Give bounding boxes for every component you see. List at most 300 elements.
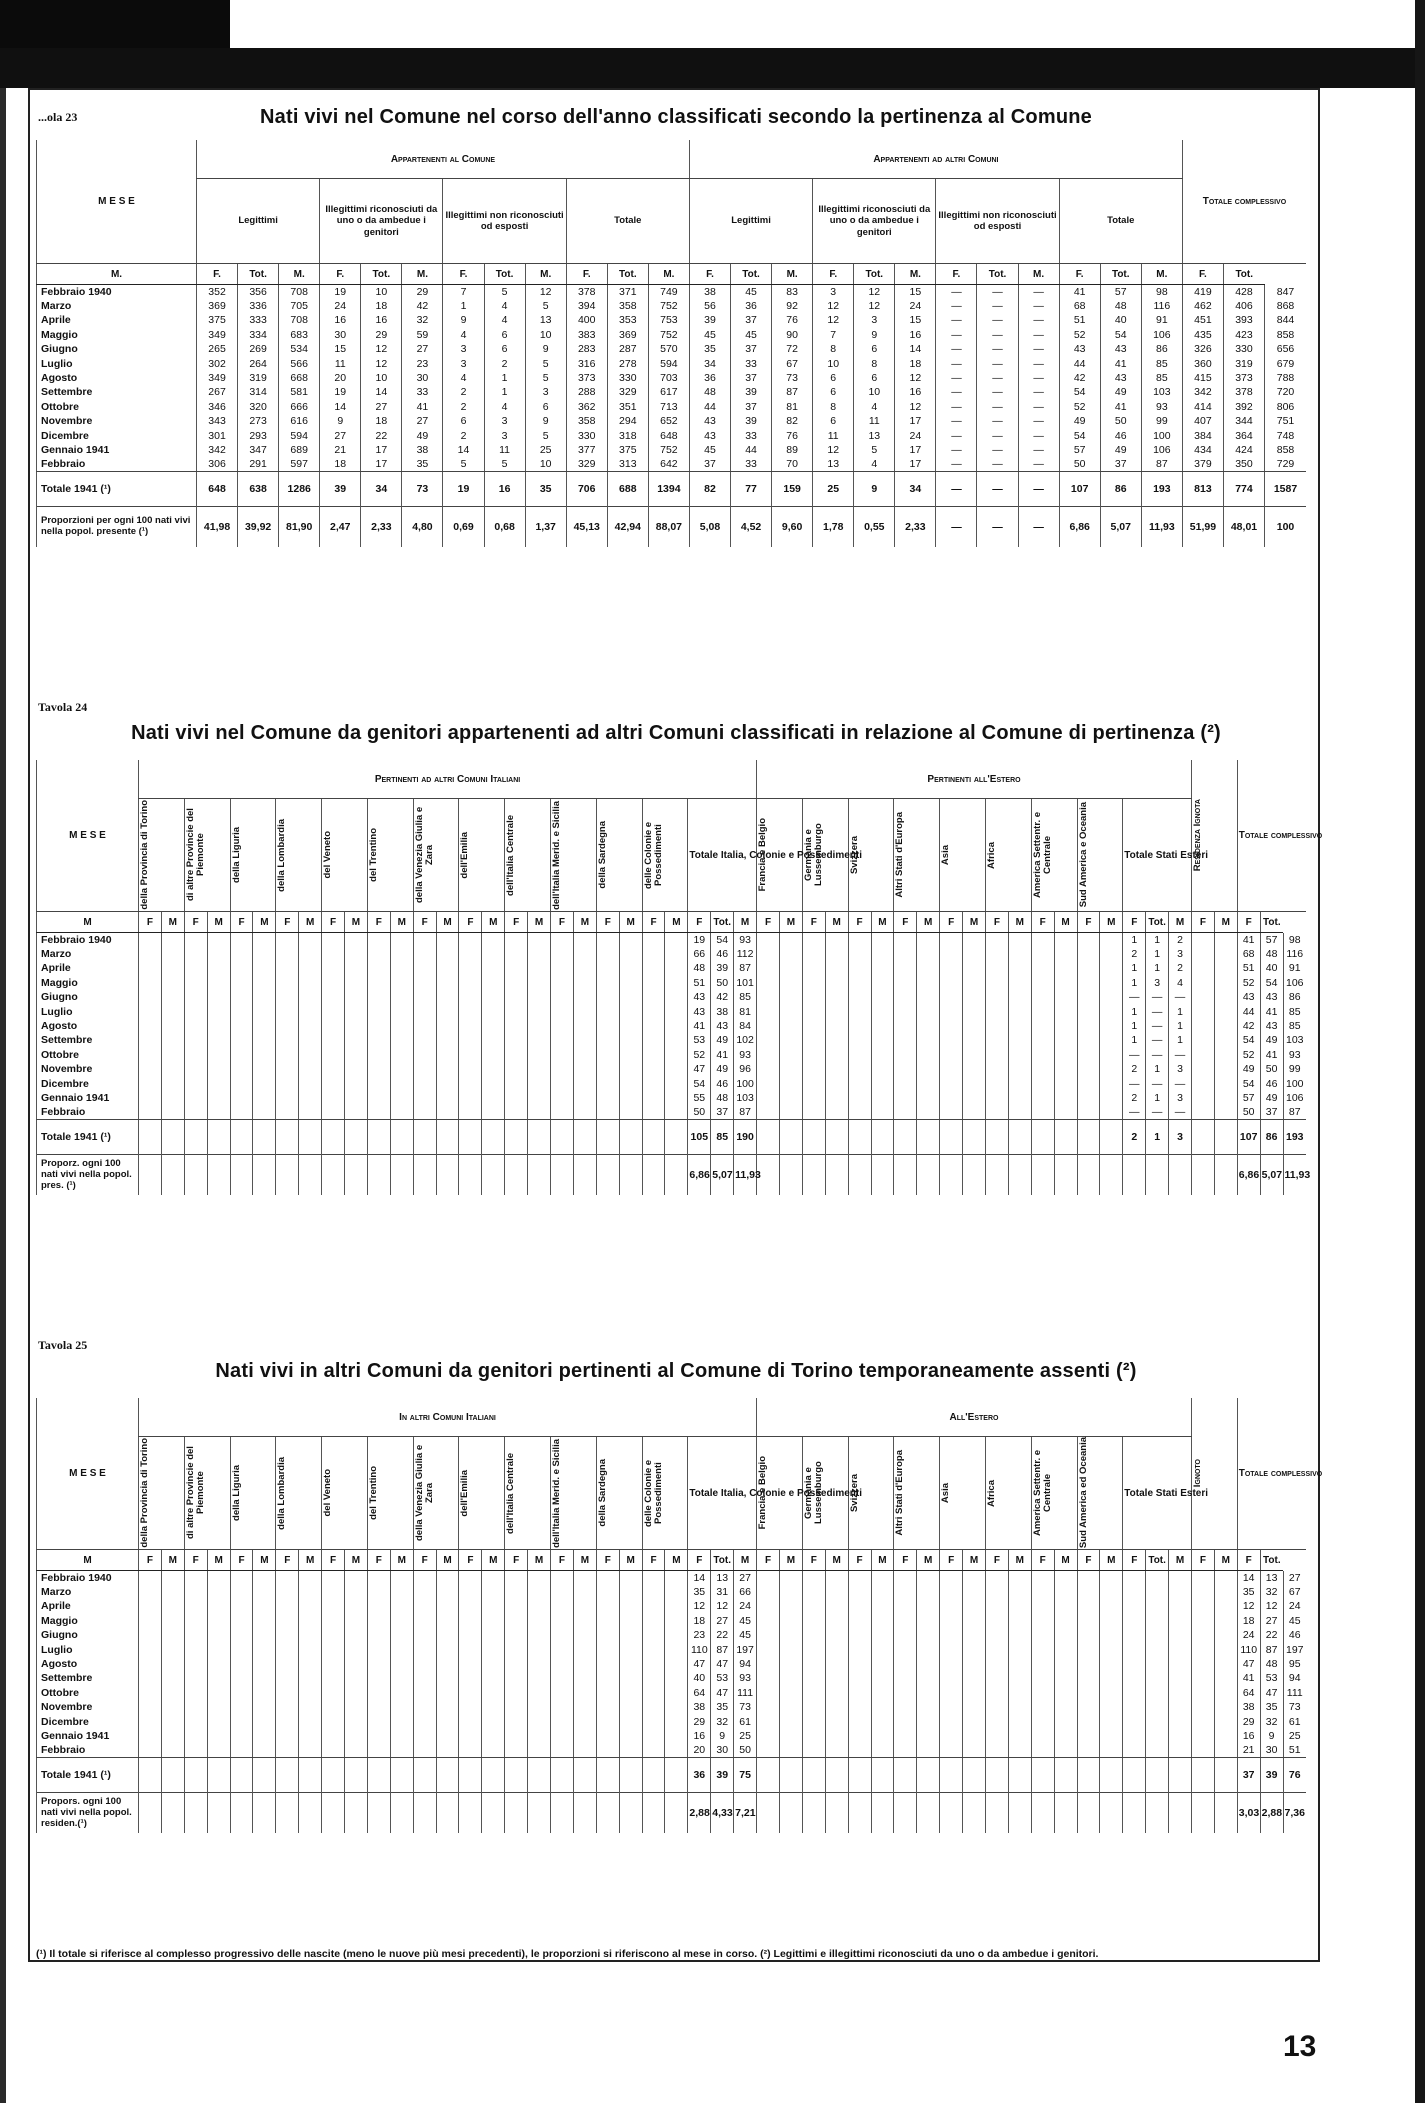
column-header-text: della Sardegna [596, 1459, 608, 1527]
empty-cell [779, 1714, 802, 1728]
data-cell: — [1018, 400, 1059, 414]
mf-header: M [1100, 912, 1123, 933]
data-cell: 648 [197, 472, 238, 507]
proportion-label: Proporz. ogni 100 nati vivi nella popol. pres. (¹) [37, 1155, 139, 1196]
empty-cell [1008, 1062, 1031, 1076]
empty-cell [642, 933, 665, 947]
empty-cell [1031, 1048, 1054, 1062]
empty-cell [459, 1048, 482, 1062]
empty-cell [596, 1004, 619, 1018]
month-label: Agosto [37, 1019, 139, 1033]
data-cell: 316 [566, 356, 607, 370]
empty-cell [596, 1758, 619, 1793]
data-cell: 373 [1223, 371, 1264, 385]
empty-cell [573, 1714, 596, 1728]
data-cell: 5 [525, 299, 566, 313]
data-cell: 9 [854, 328, 895, 342]
empty-cell [390, 976, 413, 990]
empty-cell [551, 1019, 574, 1033]
data-cell: 21 [320, 443, 361, 457]
empty-cell [482, 1062, 505, 1076]
empty-cell [299, 1599, 322, 1613]
empty-cell [1077, 1599, 1100, 1613]
page-number: 13 [1283, 2030, 1317, 2063]
empty-cell [1214, 1076, 1237, 1090]
empty-cell [848, 1642, 871, 1656]
empty-cell [459, 1758, 482, 1793]
empty-cell [367, 1076, 390, 1090]
empty-cell [1100, 1657, 1123, 1671]
empty-cell [940, 933, 963, 947]
empty-cell [528, 1048, 551, 1062]
mf-header: F [139, 912, 162, 933]
data-cell: 12 [361, 342, 402, 356]
data-cell: 19 [443, 472, 484, 507]
mf-header: M [482, 1550, 505, 1571]
empty-cell [642, 1091, 665, 1105]
empty-cell [528, 1729, 551, 1743]
empty-cell [367, 1657, 390, 1671]
empty-cell [1031, 1700, 1054, 1714]
mf-header: M. [525, 264, 566, 285]
mf-header: M [573, 1550, 596, 1571]
data-cell: 193 [1283, 1120, 1306, 1155]
data-cell: 13 [711, 1571, 734, 1585]
month-label: Aprile [37, 1599, 139, 1613]
data-cell: 39 [1260, 1758, 1283, 1793]
data-cell: 3 [1169, 1062, 1192, 1076]
empty-cell [871, 1599, 894, 1613]
empty-cell [963, 1048, 986, 1062]
empty-cell [367, 1105, 390, 1119]
empty-cell [1008, 1019, 1031, 1033]
column-header [367, 1437, 413, 1550]
data-cell: 27 [1260, 1614, 1283, 1628]
mf-header: F [184, 912, 207, 933]
empty-cell [1077, 1033, 1100, 1047]
empty-cell [619, 1743, 642, 1757]
data-cell: 70 [772, 457, 813, 471]
empty-cell [871, 1758, 894, 1793]
empty-cell [528, 1004, 551, 1018]
empty-cell [573, 1120, 596, 1155]
column-header [1031, 1437, 1077, 1550]
empty-cell [940, 1076, 963, 1090]
data-cell: 334 [238, 328, 279, 342]
mf-header: F [367, 1550, 390, 1571]
empty-cell [757, 1048, 780, 1062]
empty-cell [299, 1793, 322, 1834]
empty-cell [253, 947, 276, 961]
month-label: Ottobre [37, 1686, 139, 1700]
column-header [413, 799, 459, 912]
group-header: Totale complessivo [1237, 760, 1306, 912]
mf-header: Tot. [361, 264, 402, 285]
data-cell: 5 [525, 428, 566, 442]
empty-cell [757, 1033, 780, 1047]
data-cell: 49 [402, 428, 443, 442]
empty-cell [184, 1793, 207, 1834]
empty-cell [573, 1105, 596, 1119]
empty-cell [642, 1657, 665, 1671]
mf-header: F. [566, 264, 607, 285]
empty-cell [1077, 990, 1100, 1004]
empty-cell [963, 961, 986, 975]
mf-header: F [802, 912, 825, 933]
data-cell: 6,86 [1059, 507, 1100, 548]
empty-cell [436, 1671, 459, 1685]
data-cell: 3 [813, 285, 854, 299]
data-cell: 594 [279, 428, 320, 442]
empty-cell [871, 1120, 894, 1155]
data-cell: — [1169, 990, 1192, 1004]
mf-header: F. [320, 264, 361, 285]
data-cell: 597 [279, 457, 320, 471]
empty-cell [276, 1686, 299, 1700]
group-header: All'Estero [757, 1398, 1192, 1437]
empty-cell [1191, 933, 1214, 947]
empty-cell [1031, 1686, 1054, 1700]
data-cell: 12 [895, 400, 936, 414]
empty-cell [253, 1004, 276, 1018]
empty-cell [573, 1729, 596, 1743]
data-cell: 43 [688, 990, 711, 1004]
empty-cell [413, 1019, 436, 1033]
empty-cell [161, 1758, 184, 1793]
empty-cell [871, 933, 894, 947]
column-header: Totale Italia, Colonie e Possedimenti [688, 799, 757, 912]
data-cell: 57 [1237, 1091, 1260, 1105]
empty-cell [825, 1599, 848, 1613]
empty-cell [963, 990, 986, 1004]
empty-cell [161, 1599, 184, 1613]
data-cell: 5 [854, 443, 895, 457]
data-cell: 91 [1141, 313, 1182, 327]
empty-cell [1214, 1614, 1237, 1628]
data-cell: 858 [1265, 328, 1306, 342]
mf-header: M [1214, 1550, 1237, 1571]
empty-cell [299, 1628, 322, 1642]
data-cell: 9 [711, 1729, 734, 1743]
empty-cell [207, 1004, 230, 1018]
empty-cell [665, 1714, 688, 1728]
data-cell: 42 [1237, 1019, 1260, 1033]
empty-cell [322, 1091, 345, 1105]
data-cell: 336 [238, 299, 279, 313]
empty-cell [528, 1686, 551, 1700]
data-cell: 116 [1283, 947, 1306, 961]
group-header: Ignoto [1191, 1398, 1237, 1550]
data-cell: 2,33 [895, 507, 936, 548]
data-cell: 17 [895, 457, 936, 471]
empty-cell [367, 990, 390, 1004]
empty-cell [940, 1155, 963, 1196]
empty-cell [825, 976, 848, 990]
empty-cell [757, 1793, 780, 1834]
empty-cell [528, 1019, 551, 1033]
empty-cell [161, 1585, 184, 1599]
month-header: M E S E [37, 140, 197, 264]
empty-cell [139, 1105, 162, 1119]
column-header [367, 799, 413, 912]
mf-header: M [253, 912, 276, 933]
data-cell: 66 [688, 947, 711, 961]
data-cell: 41 [1260, 1004, 1283, 1018]
empty-cell [230, 1758, 253, 1793]
empty-cell [894, 1686, 917, 1700]
data-cell: 100 [1141, 428, 1182, 442]
empty-cell [367, 947, 390, 961]
empty-cell [459, 976, 482, 990]
empty-cell [390, 1120, 413, 1155]
empty-cell [459, 1091, 482, 1105]
data-cell: 352 [197, 285, 238, 299]
data-cell: 48 [711, 1091, 734, 1105]
data-cell: 36 [688, 1758, 711, 1793]
data-cell: 40 [1100, 313, 1141, 327]
empty-cell [848, 1062, 871, 1076]
empty-cell [390, 1700, 413, 1714]
column-header-text: della Sardegna [596, 821, 608, 889]
mf-header: M. [895, 264, 936, 285]
data-cell: 37 [711, 1105, 734, 1119]
empty-cell [757, 1062, 780, 1076]
data-cell: 283 [566, 342, 607, 356]
empty-cell [871, 990, 894, 1004]
mf-header: M. [37, 264, 197, 285]
empty-cell [573, 947, 596, 961]
empty-cell [848, 1076, 871, 1090]
month-label: Febbraio 1940 [37, 933, 139, 947]
data-cell: 5,07 [1100, 507, 1141, 548]
empty-cell [390, 1571, 413, 1585]
empty-cell [848, 1599, 871, 1613]
data-cell: 384 [1182, 428, 1223, 442]
data-cell: 358 [607, 299, 648, 313]
month-label: Dicembre [37, 428, 197, 442]
data-cell: 343 [197, 414, 238, 428]
empty-cell [551, 1758, 574, 1793]
data-cell: 375 [197, 313, 238, 327]
empty-cell [573, 1671, 596, 1685]
data-cell: 49 [1059, 414, 1100, 428]
empty-cell [871, 1091, 894, 1105]
empty-cell [963, 1120, 986, 1155]
data-cell: — [1123, 1105, 1146, 1119]
empty-cell [367, 1019, 390, 1033]
empty-cell [642, 1062, 665, 1076]
empty-cell [1169, 1614, 1192, 1628]
empty-cell [825, 1048, 848, 1062]
empty-cell [985, 990, 1008, 1004]
empty-cell [642, 1714, 665, 1728]
mf-header: Tot. [711, 912, 734, 933]
empty-cell [436, 947, 459, 961]
empty-cell [963, 1729, 986, 1743]
data-cell: — [936, 371, 977, 385]
data-cell: 688 [607, 472, 648, 507]
empty-cell [1054, 1062, 1077, 1076]
empty-cell [322, 1714, 345, 1728]
empty-cell [184, 1033, 207, 1047]
empty-cell [1191, 1700, 1214, 1714]
empty-cell [459, 1571, 482, 1585]
empty-cell [573, 1019, 596, 1033]
data-cell: 53 [688, 1033, 711, 1047]
empty-cell [985, 1628, 1008, 1642]
data-cell: — [1146, 1105, 1169, 1119]
empty-cell [276, 947, 299, 961]
data-cell: 14 [443, 443, 484, 457]
empty-cell [505, 1004, 528, 1018]
empty-cell [505, 1700, 528, 1714]
data-cell: 13 [1260, 1571, 1283, 1585]
empty-cell [1123, 1599, 1146, 1613]
empty-cell [963, 1105, 986, 1119]
empty-cell [665, 990, 688, 1004]
data-cell: 301 [197, 428, 238, 442]
empty-cell [1008, 961, 1031, 975]
empty-cell [802, 1686, 825, 1700]
data-cell: 37 [731, 313, 772, 327]
empty-cell [1123, 1743, 1146, 1757]
mf-header: M [917, 912, 940, 933]
data-cell: 6 [525, 400, 566, 414]
data-cell: 1,78 [813, 507, 854, 548]
empty-cell [367, 1155, 390, 1196]
table-title: Nati vivi in altri Comuni da genitori pertinenti al Comune di Torino temporaneamente assenti (²) [215, 1360, 1137, 1382]
mf-header: F. [1059, 264, 1100, 285]
mf-header: M [825, 1550, 848, 1571]
data-cell: — [977, 472, 1018, 507]
empty-cell [894, 1571, 917, 1585]
empty-cell [230, 1120, 253, 1155]
empty-cell [139, 1033, 162, 1047]
empty-cell [551, 1004, 574, 1018]
column-header [894, 1437, 940, 1550]
mf-header: M [207, 912, 230, 933]
data-cell: 21 [1237, 1743, 1260, 1757]
empty-cell [642, 1076, 665, 1090]
empty-cell [1123, 1614, 1146, 1628]
empty-cell [779, 990, 802, 1004]
empty-cell [825, 1642, 848, 1656]
data-cell: 35 [525, 472, 566, 507]
empty-cell [276, 1019, 299, 1033]
empty-cell [848, 1091, 871, 1105]
empty-cell [1169, 1642, 1192, 1656]
empty-cell [139, 990, 162, 1004]
data-cell: 24 [1237, 1628, 1260, 1642]
empty-cell [230, 1004, 253, 1018]
mf-header: M [1054, 1550, 1077, 1571]
mf-header: Tot. [977, 264, 1018, 285]
column-header [459, 799, 505, 912]
empty-cell [551, 1599, 574, 1613]
data-cell: 46 [1100, 428, 1141, 442]
mf-header: M [665, 1550, 688, 1571]
data-cell: 358 [566, 414, 607, 428]
empty-cell [619, 1571, 642, 1585]
data-cell: 29 [1237, 1714, 1260, 1728]
data-cell: 190 [734, 1120, 757, 1155]
group-header: Pertinenti all'Estero [757, 760, 1192, 799]
data-cell: 1 [1146, 1120, 1169, 1155]
empty-cell [573, 1686, 596, 1700]
empty-cell [1054, 1076, 1077, 1090]
empty-cell [230, 1571, 253, 1585]
empty-cell [413, 961, 436, 975]
empty-cell [596, 1091, 619, 1105]
mf-header: F [848, 912, 871, 933]
empty-cell [367, 1614, 390, 1628]
mf-header: M [161, 912, 184, 933]
empty-cell [802, 1105, 825, 1119]
empty-cell [963, 1671, 986, 1685]
empty-cell [207, 1657, 230, 1671]
empty-cell [528, 1714, 551, 1728]
empty-cell [1191, 1155, 1214, 1196]
empty-cell [573, 1048, 596, 1062]
empty-cell [413, 1062, 436, 1076]
data-cell: 57 [1100, 285, 1141, 299]
empty-cell [665, 976, 688, 990]
data-cell: 2,88 [1260, 1793, 1283, 1834]
empty-cell [985, 1105, 1008, 1119]
data-cell: 342 [197, 443, 238, 457]
empty-cell [390, 1091, 413, 1105]
empty-cell [551, 1700, 574, 1714]
empty-cell [619, 1758, 642, 1793]
empty-cell [1123, 1729, 1146, 1743]
column-header-text: Asia [940, 844, 952, 866]
mf-header: Tot. [1223, 264, 1264, 285]
data-cell: — [1018, 371, 1059, 385]
empty-cell [1031, 1076, 1054, 1090]
data-cell: 25 [1283, 1729, 1306, 1743]
data-cell: 6 [484, 328, 525, 342]
empty-cell [1054, 1048, 1077, 1062]
data-cell: 67 [772, 356, 813, 370]
data-cell: 813 [1182, 472, 1223, 507]
empty-cell [413, 1048, 436, 1062]
empty-cell [436, 1019, 459, 1033]
data-cell: 29 [361, 328, 402, 342]
empty-cell [184, 1700, 207, 1714]
month-label: Giugno [37, 1628, 139, 1642]
data-cell: 94 [734, 1657, 757, 1671]
empty-cell [1054, 947, 1077, 961]
column-header-text: dell'Emilia [459, 831, 471, 879]
data-cell: 87 [734, 961, 757, 975]
empty-cell [802, 1155, 825, 1196]
empty-cell [436, 1155, 459, 1196]
empty-cell [963, 1091, 986, 1105]
mf-header: F [184, 1550, 207, 1571]
empty-cell [940, 1091, 963, 1105]
mf-header: F [642, 1550, 665, 1571]
empty-cell [825, 1700, 848, 1714]
mf-header: M [1054, 912, 1077, 933]
data-cell: 462 [1182, 299, 1223, 313]
empty-cell [1008, 947, 1031, 961]
table-row [37, 1700, 1307, 1714]
column-header-text: di altre Provincie del Piemonte [184, 1446, 206, 1540]
empty-cell [871, 1105, 894, 1119]
empty-cell [482, 1758, 505, 1793]
data-cell: 85 [1283, 1004, 1306, 1018]
empty-cell [1054, 976, 1077, 990]
